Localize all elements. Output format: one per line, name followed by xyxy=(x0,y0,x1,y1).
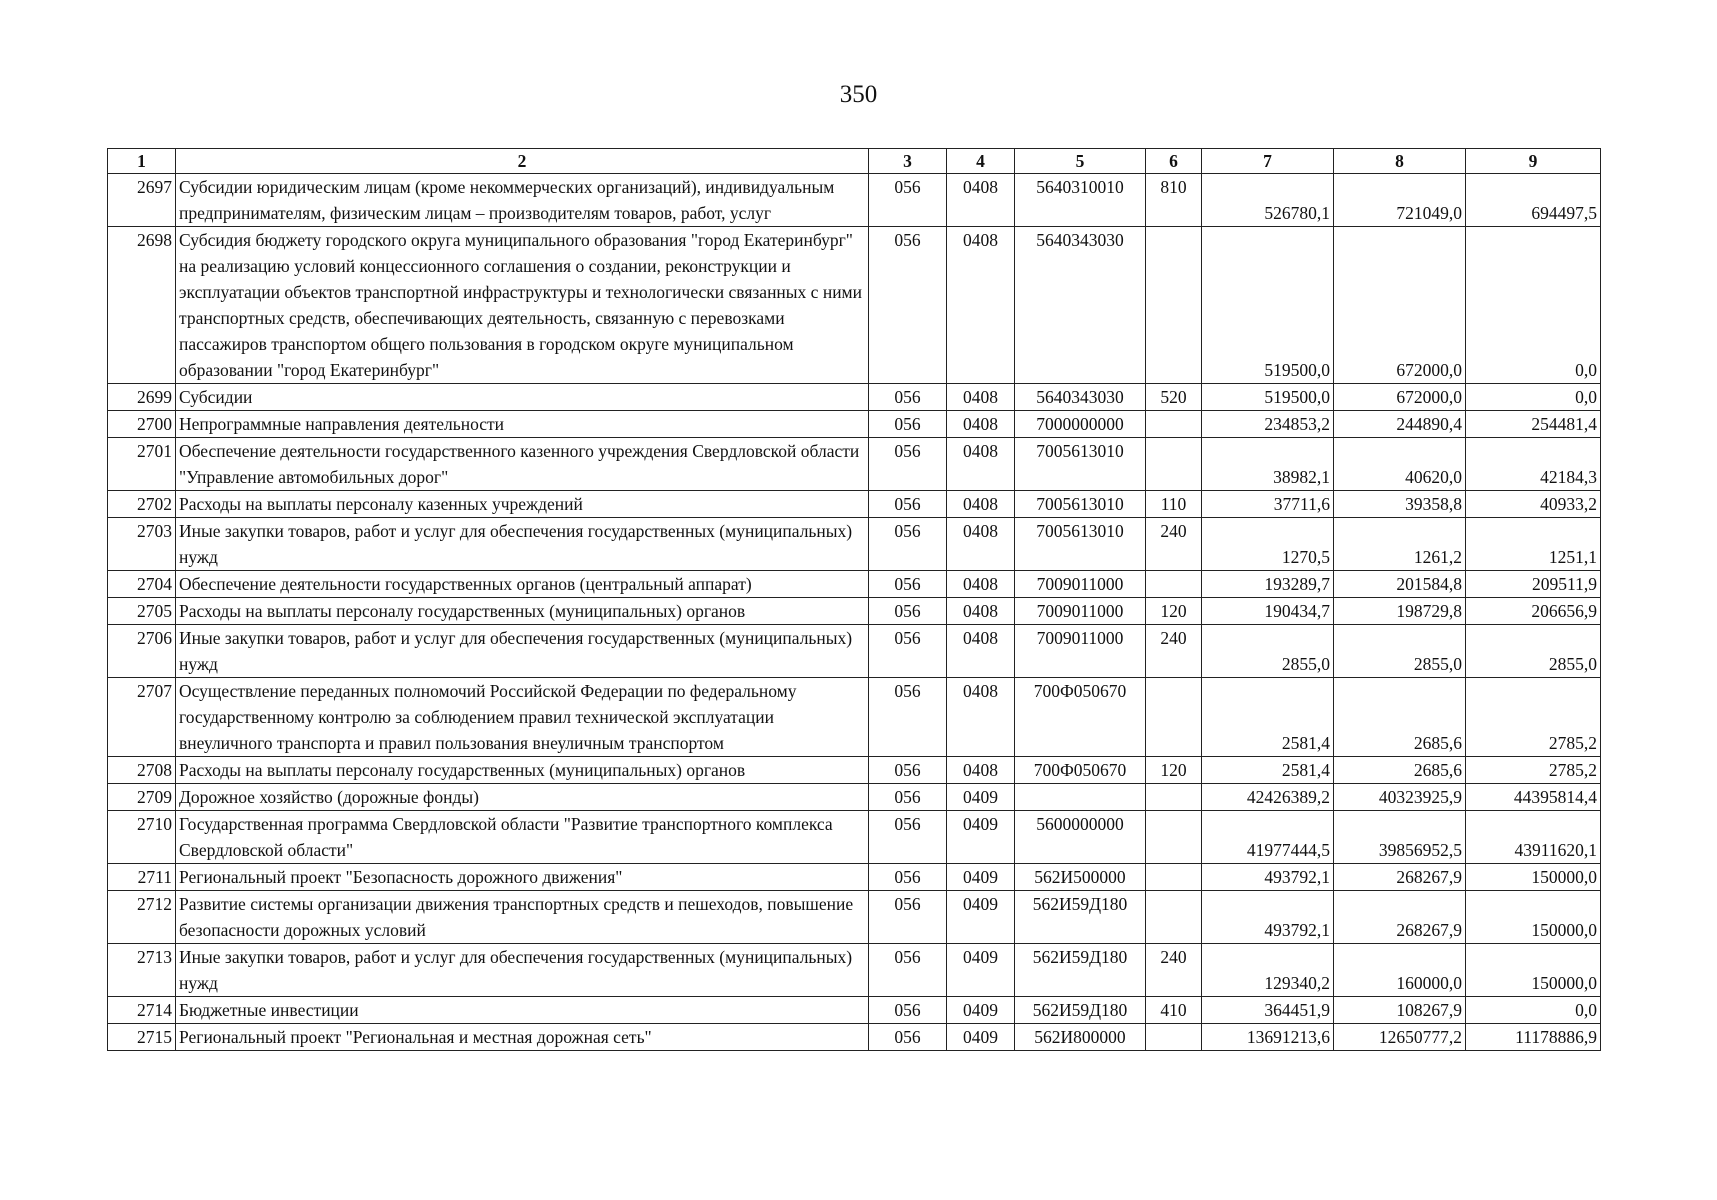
table-header-row xyxy=(108,149,1601,174)
ministry-code: 056 xyxy=(869,518,947,571)
section-code: 0409 xyxy=(947,1024,1015,1051)
amount-year-2: 268267,9 xyxy=(1334,864,1466,891)
amount-year-2: 2685,6 xyxy=(1334,678,1466,757)
row-number: 2712 xyxy=(108,891,176,944)
table-body xyxy=(108,174,1601,1051)
amount-year-3: 44395814,4 xyxy=(1466,784,1601,811)
target-article-code: 7000000000 xyxy=(1015,411,1146,438)
row-name: Обеспечение деятельности государственного казенного учреждения Свердловской области "Управление автомобильных дорог" xyxy=(176,438,869,491)
section-code: 0409 xyxy=(947,784,1015,811)
amount-year-1: 13691213,6 xyxy=(1202,1024,1334,1051)
amount-year-1: 1270,5 xyxy=(1202,518,1334,571)
ministry-code: 056 xyxy=(869,864,947,891)
table-row xyxy=(108,625,1601,678)
amount-year-1: 2581,4 xyxy=(1202,678,1334,757)
amount-year-3: 43911620,1 xyxy=(1466,811,1601,864)
row-number: 2707 xyxy=(108,678,176,757)
row-number: 2715 xyxy=(108,1024,176,1051)
amount-year-2: 721049,0 xyxy=(1334,174,1466,227)
expense-type-code: 240 xyxy=(1146,625,1202,678)
row-name: Региональный проект "Региональная и местная дорожная сеть" xyxy=(176,1024,869,1051)
amount-year-2: 268267,9 xyxy=(1334,891,1466,944)
row-name: Иные закупки товаров, работ и услуг для обеспечения государственных (муниципальных) нужд xyxy=(176,518,869,571)
column-header: 3 xyxy=(869,149,947,174)
table-row xyxy=(108,678,1601,757)
amount-year-2: 108267,9 xyxy=(1334,997,1466,1024)
column-header: 2 xyxy=(176,149,869,174)
target-article-code: 7005613010 xyxy=(1015,518,1146,571)
amount-year-1: 2855,0 xyxy=(1202,625,1334,678)
table-row xyxy=(108,438,1601,491)
expense-type-code xyxy=(1146,227,1202,384)
expense-type-code: 120 xyxy=(1146,757,1202,784)
amount-year-3: 206656,9 xyxy=(1466,598,1601,625)
amount-year-2: 672000,0 xyxy=(1334,227,1466,384)
expense-type-code xyxy=(1146,571,1202,598)
row-name: Субсидии xyxy=(176,384,869,411)
row-number: 2697 xyxy=(108,174,176,227)
amount-year-3: 0,0 xyxy=(1466,227,1601,384)
row-number: 2713 xyxy=(108,944,176,997)
ministry-code: 056 xyxy=(869,491,947,518)
amount-year-3: 2785,2 xyxy=(1466,678,1601,757)
section-code: 0408 xyxy=(947,757,1015,784)
table-row xyxy=(108,891,1601,944)
section-code: 0408 xyxy=(947,518,1015,571)
table-row xyxy=(108,997,1601,1024)
row-name: Субсидия бюджету городского округа муниципального образования "город Екатеринбург" на реализацию условий концессионного соглашения о создании, реконструкции и эксплуатации объектов транспортной инфраструктуры и технологически связанных с ними транспортных средств, обеспечивающих деятельность, связанную с перевозками пассажиров транспортом общего пользования в городском округе муниципальном образовании "город Екатеринбург" xyxy=(176,227,869,384)
section-code: 0408 xyxy=(947,411,1015,438)
expense-type-code xyxy=(1146,438,1202,491)
amount-year-3: 209511,9 xyxy=(1466,571,1601,598)
amount-year-3: 694497,5 xyxy=(1466,174,1601,227)
target-article-code: 5640343030 xyxy=(1015,227,1146,384)
table-row xyxy=(108,411,1601,438)
table-row xyxy=(108,944,1601,997)
row-number: 2708 xyxy=(108,757,176,784)
expense-type-code: 410 xyxy=(1146,997,1202,1024)
amount-year-2: 2685,6 xyxy=(1334,757,1466,784)
target-article-code: 562И59Д180 xyxy=(1015,891,1146,944)
amount-year-2: 40620,0 xyxy=(1334,438,1466,491)
table-row xyxy=(108,757,1601,784)
column-header: 6 xyxy=(1146,149,1202,174)
target-article-code: 7009011000 xyxy=(1015,571,1146,598)
column-header: 8 xyxy=(1334,149,1466,174)
table-row xyxy=(108,1024,1601,1051)
amount-year-1: 519500,0 xyxy=(1202,384,1334,411)
amount-year-1: 519500,0 xyxy=(1202,227,1334,384)
row-number: 2700 xyxy=(108,411,176,438)
amount-year-2: 2855,0 xyxy=(1334,625,1466,678)
table-row xyxy=(108,491,1601,518)
amount-year-2: 39856952,5 xyxy=(1334,811,1466,864)
amount-year-2: 198729,8 xyxy=(1334,598,1466,625)
target-article-code: 7009011000 xyxy=(1015,598,1146,625)
amount-year-3: 11178886,9 xyxy=(1466,1024,1601,1051)
ministry-code: 056 xyxy=(869,757,947,784)
expense-type-code: 120 xyxy=(1146,598,1202,625)
ministry-code: 056 xyxy=(869,384,947,411)
column-header: 1 xyxy=(108,149,176,174)
expense-type-code: 520 xyxy=(1146,384,1202,411)
ministry-code: 056 xyxy=(869,625,947,678)
expense-type-code xyxy=(1146,678,1202,757)
section-code: 0409 xyxy=(947,811,1015,864)
row-name: Расходы на выплаты персоналу казенных учреждений xyxy=(176,491,869,518)
section-code: 0408 xyxy=(947,598,1015,625)
ministry-code: 056 xyxy=(869,678,947,757)
section-code: 0408 xyxy=(947,438,1015,491)
row-number: 2709 xyxy=(108,784,176,811)
ministry-code: 056 xyxy=(869,997,947,1024)
amount-year-2: 244890,4 xyxy=(1334,411,1466,438)
expense-type-code xyxy=(1146,811,1202,864)
expense-type-code: 110 xyxy=(1146,491,1202,518)
amount-year-3: 0,0 xyxy=(1466,384,1601,411)
ministry-code: 056 xyxy=(869,411,947,438)
amount-year-3: 2785,2 xyxy=(1466,757,1601,784)
target-article-code: 562И500000 xyxy=(1015,864,1146,891)
row-name: Расходы на выплаты персоналу государственных (муниципальных) органов xyxy=(176,757,869,784)
amount-year-1: 41977444,5 xyxy=(1202,811,1334,864)
row-name: Региональный проект "Безопасность дорожного движения" xyxy=(176,864,869,891)
row-number: 2706 xyxy=(108,625,176,678)
section-code: 0408 xyxy=(947,625,1015,678)
ministry-code: 056 xyxy=(869,944,947,997)
target-article-code: 7005613010 xyxy=(1015,438,1146,491)
amount-year-3: 254481,4 xyxy=(1466,411,1601,438)
ministry-code: 056 xyxy=(869,438,947,491)
row-name: Субсидии юридическим лицам (кроме некоммерческих организаций), индивидуальным предпринимателям, физическим лицам – производителям товаров, работ, услуг xyxy=(176,174,869,227)
target-article-code: 700Ф050670 xyxy=(1015,678,1146,757)
section-code: 0409 xyxy=(947,891,1015,944)
column-header: 7 xyxy=(1202,149,1334,174)
column-header: 9 xyxy=(1466,149,1601,174)
expense-type-code xyxy=(1146,411,1202,438)
table-row xyxy=(108,227,1601,384)
section-code: 0408 xyxy=(947,571,1015,598)
amount-year-1: 193289,7 xyxy=(1202,571,1334,598)
amount-year-1: 493792,1 xyxy=(1202,864,1334,891)
amount-year-1: 2581,4 xyxy=(1202,757,1334,784)
row-number: 2699 xyxy=(108,384,176,411)
row-number: 2711 xyxy=(108,864,176,891)
row-name: Государственная программа Свердловской области "Развитие транспортного комплекса Свердловской области" xyxy=(176,811,869,864)
amount-year-2: 201584,8 xyxy=(1334,571,1466,598)
amount-year-3: 40933,2 xyxy=(1466,491,1601,518)
amount-year-1: 190434,7 xyxy=(1202,598,1334,625)
section-code: 0408 xyxy=(947,491,1015,518)
amount-year-1: 42426389,2 xyxy=(1202,784,1334,811)
row-name: Расходы на выплаты персоналу государственных (муниципальных) органов xyxy=(176,598,869,625)
target-article-code: 5640310010 xyxy=(1015,174,1146,227)
table-row xyxy=(108,811,1601,864)
amount-year-1: 493792,1 xyxy=(1202,891,1334,944)
amount-year-3: 150000,0 xyxy=(1466,891,1601,944)
ministry-code: 056 xyxy=(869,1024,947,1051)
ministry-code: 056 xyxy=(869,598,947,625)
ministry-code: 056 xyxy=(869,784,947,811)
expense-type-code xyxy=(1146,784,1202,811)
row-name: Осуществление переданных полномочий Российской Федерации по федеральному государственному контролю за соблюдением правил технической эксплуатации внеуличного транспорта и правил пользования внеуличным транспортом xyxy=(176,678,869,757)
row-name: Обеспечение деятельности государственных органов (центральный аппарат) xyxy=(176,571,869,598)
amount-year-3: 0,0 xyxy=(1466,997,1601,1024)
ministry-code: 056 xyxy=(869,571,947,598)
row-number: 2714 xyxy=(108,997,176,1024)
expense-type-code: 240 xyxy=(1146,518,1202,571)
target-article-code: 562И800000 xyxy=(1015,1024,1146,1051)
page-number: 350 xyxy=(839,81,878,108)
budget-table xyxy=(107,148,1601,1051)
amount-year-1: 38982,1 xyxy=(1202,438,1334,491)
target-article-code: 5600000000 xyxy=(1015,811,1146,864)
amount-year-3: 1251,1 xyxy=(1466,518,1601,571)
expense-type-code: 810 xyxy=(1146,174,1202,227)
expense-type-code xyxy=(1146,1024,1202,1051)
target-article-code: 7005613010 xyxy=(1015,491,1146,518)
amount-year-1: 364451,9 xyxy=(1202,997,1334,1024)
expense-type-code xyxy=(1146,891,1202,944)
section-code: 0408 xyxy=(947,174,1015,227)
table-row xyxy=(108,784,1601,811)
amount-year-1: 526780,1 xyxy=(1202,174,1334,227)
amount-year-2: 39358,8 xyxy=(1334,491,1466,518)
row-number: 2702 xyxy=(108,491,176,518)
row-number: 2698 xyxy=(108,227,176,384)
column-header: 4 xyxy=(947,149,1015,174)
table-row xyxy=(108,384,1601,411)
section-code: 0408 xyxy=(947,384,1015,411)
expense-type-code: 240 xyxy=(1146,944,1202,997)
section-code: 0409 xyxy=(947,864,1015,891)
table-row xyxy=(108,518,1601,571)
amount-year-2: 672000,0 xyxy=(1334,384,1466,411)
column-header: 5 xyxy=(1015,149,1146,174)
target-article-code: 7009011000 xyxy=(1015,625,1146,678)
amount-year-2: 160000,0 xyxy=(1334,944,1466,997)
target-article-code: 562И59Д180 xyxy=(1015,997,1146,1024)
row-number: 2703 xyxy=(108,518,176,571)
row-name: Бюджетные инвестиции xyxy=(176,997,869,1024)
row-name: Развитие системы организации движения транспортных средств и пешеходов, повышение безопасности дорожных условий xyxy=(176,891,869,944)
row-number: 2710 xyxy=(108,811,176,864)
amount-year-3: 150000,0 xyxy=(1466,864,1601,891)
target-article-code: 5640343030 xyxy=(1015,384,1146,411)
target-article-code: 562И59Д180 xyxy=(1015,944,1146,997)
amount-year-2: 1261,2 xyxy=(1334,518,1466,571)
amount-year-1: 129340,2 xyxy=(1202,944,1334,997)
row-number: 2705 xyxy=(108,598,176,625)
row-name: Иные закупки товаров, работ и услуг для обеспечения государственных (муниципальных) нужд xyxy=(176,944,869,997)
amount-year-3: 2855,0 xyxy=(1466,625,1601,678)
section-code: 0408 xyxy=(947,678,1015,757)
row-name: Непрограммные направления деятельности xyxy=(176,411,869,438)
target-article-code xyxy=(1015,784,1146,811)
table-row xyxy=(108,864,1601,891)
row-number: 2701 xyxy=(108,438,176,491)
table-row xyxy=(108,174,1601,227)
section-code: 0409 xyxy=(947,997,1015,1024)
amount-year-1: 37711,6 xyxy=(1202,491,1334,518)
table-row xyxy=(108,598,1601,625)
target-article-code: 700Ф050670 xyxy=(1015,757,1146,784)
amount-year-3: 150000,0 xyxy=(1466,944,1601,997)
table-row xyxy=(108,571,1601,598)
expense-type-code xyxy=(1146,864,1202,891)
section-code: 0408 xyxy=(947,227,1015,384)
amount-year-2: 12650777,2 xyxy=(1334,1024,1466,1051)
amount-year-3: 42184,3 xyxy=(1466,438,1601,491)
section-code: 0409 xyxy=(947,944,1015,997)
amount-year-1: 234853,2 xyxy=(1202,411,1334,438)
ministry-code: 056 xyxy=(869,227,947,384)
row-name: Иные закупки товаров, работ и услуг для обеспечения государственных (муниципальных) нужд xyxy=(176,625,869,678)
row-number: 2704 xyxy=(108,571,176,598)
ministry-code: 056 xyxy=(869,174,947,227)
ministry-code: 056 xyxy=(869,891,947,944)
ministry-code: 056 xyxy=(869,811,947,864)
amount-year-2: 40323925,9 xyxy=(1334,784,1466,811)
row-name: Дорожное хозяйство (дорожные фонды) xyxy=(176,784,869,811)
